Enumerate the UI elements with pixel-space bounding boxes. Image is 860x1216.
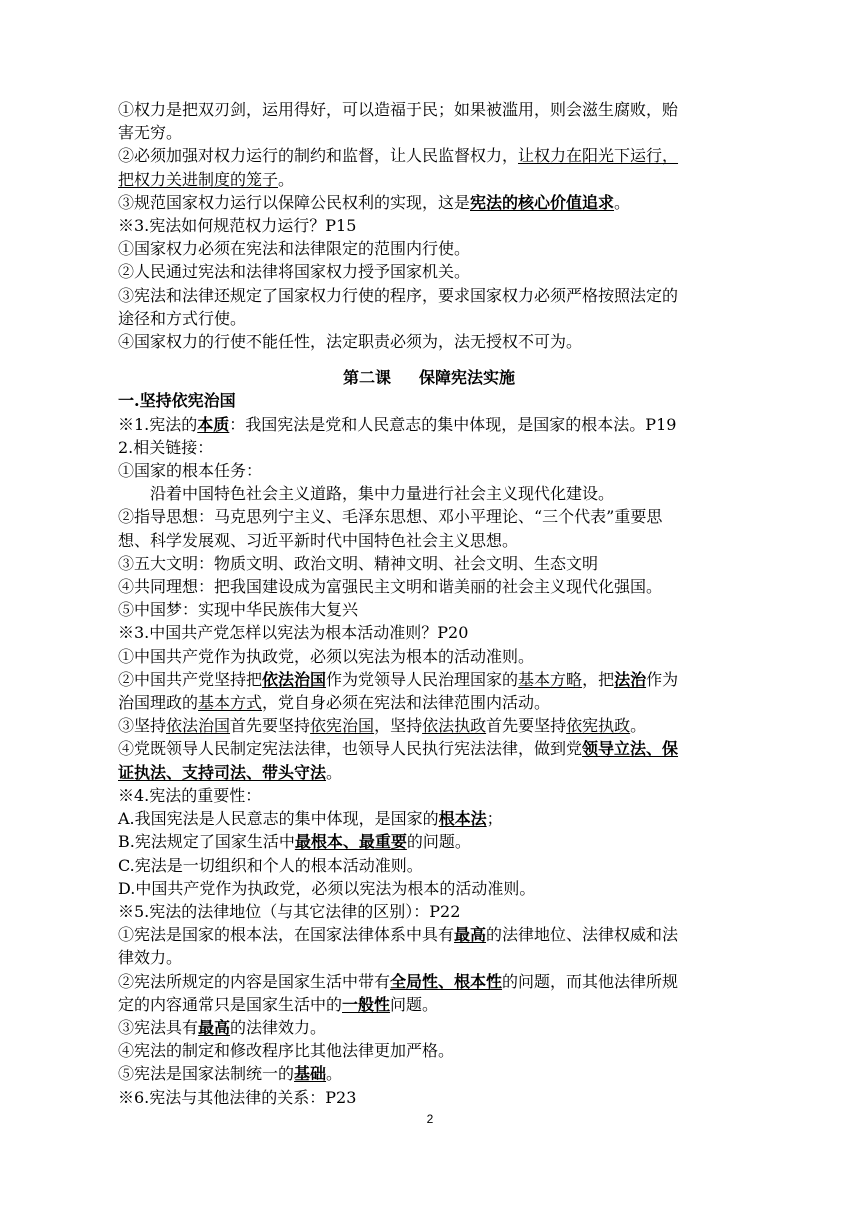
question-heading: ※3.中国共产党怎样以宪法为根本活动准则？P20 <box>118 623 469 643</box>
text-line: ②人民通过宪法和法律将国家权力授予国家机关。 <box>118 262 471 282</box>
text-line: ⑤中国梦：实现中华民族伟大复兴 <box>118 600 359 620</box>
text-line: ①权力是把双刃剑，运用得好，可以造福于民；如果被滥用，则会滋生腐败，贻 <box>118 100 679 119</box>
text-line: ⑤宪法是国家法制统一的基础。 <box>118 1064 343 1084</box>
question-heading: ※4.宪法的重要性： <box>118 785 262 805</box>
text-line: D.中国共产党作为执政党，必须以宪法为根本的活动准则。 <box>118 878 536 898</box>
text-line: ①国家权力必须在宪法和法律限定的范围内行使。 <box>118 239 471 259</box>
text-line: 律效力。 <box>118 948 183 968</box>
underlined-phrase: 把权力关进制度的笼子 <box>118 169 279 189</box>
text-line: ③宪法和法律还规定了国家权力行使的程序，要求国家权力必须严格按照法定的 <box>118 285 679 305</box>
key-term: 本质 <box>197 414 230 434</box>
underlined-phrase: 依宪执政 <box>566 716 631 736</box>
text-line: ①国家的根本任务： <box>118 461 263 481</box>
text-line: ②必须加强对权力运行的制约和监督，让人民监督权力，让权力在阳光下运行， <box>118 146 679 166</box>
text-line: ③五大文明：物质文明、政治文明、精神文明、社会文明、生态文明 <box>118 553 599 573</box>
key-term: 根本法 <box>438 809 487 829</box>
text-line: 想、科学发展观、习近平新时代中国特色社会主义思想。 <box>118 530 519 550</box>
question-heading: ※1.宪法的本质：我国宪法是党和人民意志的集中体现，是国家的根本法。P19 <box>118 414 677 434</box>
key-term: 最高 <box>454 925 487 945</box>
text-line: 证执法、支持司法、带头守法。 <box>118 762 343 782</box>
key-term: 证执法、支持司法、带头守法 <box>118 762 327 782</box>
underlined-phrase: 依宪治国 <box>310 716 375 736</box>
section-heading: 一.坚持依宪治国 <box>118 391 236 411</box>
text-line: B.宪法规定了国家生活中最根本、最重要的问题。 <box>118 832 471 852</box>
text-line: ③宪法具有最高的法律效力。 <box>118 1017 327 1037</box>
text-line: ③坚持依法治国首先要坚持依宪治国，坚持依法执政首先要坚持依宪执政。 <box>118 716 647 736</box>
question-heading: 2.相关链接： <box>118 437 214 457</box>
text-line: ②指导思想：马克思列宁主义、毛泽东思想、邓小平理论、“三个代表”重要思 <box>118 507 663 527</box>
key-term: 基础 <box>294 1064 327 1084</box>
question-heading: ※3.宪法如何规范权力运行？P15 <box>118 216 357 236</box>
underlined-phrase: 基本方式 <box>198 693 263 713</box>
key-term: 最高 <box>198 1017 231 1037</box>
text-line: 途径和方式行使。 <box>118 308 247 328</box>
text-line: ③规范国家权力运行以保障公民权利的实现，这是宪法的核心价值追求。 <box>118 192 631 212</box>
text-line: 把权力关进制度的笼子。 <box>118 169 295 189</box>
underlined-phrase: 基本方略 <box>518 669 583 689</box>
key-term: 法治 <box>614 669 647 689</box>
key-term: 依法治国 <box>262 669 327 689</box>
text-line: ②中国共产党坚持把依法治国作为党领导人民治理国家的基本方略，把法治作为 <box>118 669 679 689</box>
text-line: ④党既领导人民制定宪法法律，也领导人民执行宪法法律，做到党领导立法、保 <box>118 739 679 759</box>
question-heading: ※5.宪法的法律地位（与其它法律的区别）：P22 <box>118 901 461 921</box>
text-line: ②宪法所规定的内容是国家生活中带有全局性、根本性的问题，而其他法律所规 <box>118 971 679 991</box>
key-term: 最根本、最重要 <box>294 832 407 852</box>
text-line: 害无穷。 <box>118 123 183 143</box>
text-line: ①宪法是国家的根本法，在国家法律体系中具有最高的法律地位、法律权威和法 <box>118 925 679 945</box>
key-term: 领导立法、保 <box>582 739 679 759</box>
text-line: 沿着中国特色社会主义道路，集中力量进行社会主义现代化建设。 <box>150 484 615 504</box>
text-line: 治国理政的基本方式，党自身必须在宪法和法律范围内活动。 <box>118 693 551 713</box>
underlined-phrase: 依法执政 <box>422 716 487 736</box>
text-line: A.我国宪法是人民意志的集中体现，是国家的根本法； <box>118 809 503 829</box>
lesson-title: 第二课 保障宪法实施 <box>342 368 516 388</box>
page-body <box>118 98 740 1109</box>
text-line: ④宪法的制定和修改程序比其他法律更加严格。 <box>118 1041 455 1061</box>
text-line: ④共同理想：把我国建设成为富强民主文明和谐美丽的社会主义现代化强国。 <box>118 577 663 597</box>
text-line: C.宪法是一切组织和个人的根本活动准则。 <box>118 855 423 875</box>
key-term: 宪法的核心价值追求 <box>470 192 615 212</box>
text-line: 定的内容通常只是国家生活中的一般性问题。 <box>118 994 439 1014</box>
text-line: ①中国共产党作为执政党，必须以宪法为根本的活动准则。 <box>118 646 535 666</box>
underlined-phrase: 让权力在阳光下运行， <box>518 146 679 166</box>
key-term: 全局性、根本性 <box>390 971 503 991</box>
question-heading: ※6.宪法与其他法律的关系：P23 <box>118 1087 357 1107</box>
underlined-phrase: 依法治国 <box>166 716 231 736</box>
key-term: 一般性 <box>342 994 391 1014</box>
text-line: ④国家权力的行使不能任性，法定职责必须为，法无授权不可为。 <box>118 332 583 352</box>
page-number: 2 <box>426 1112 434 1126</box>
